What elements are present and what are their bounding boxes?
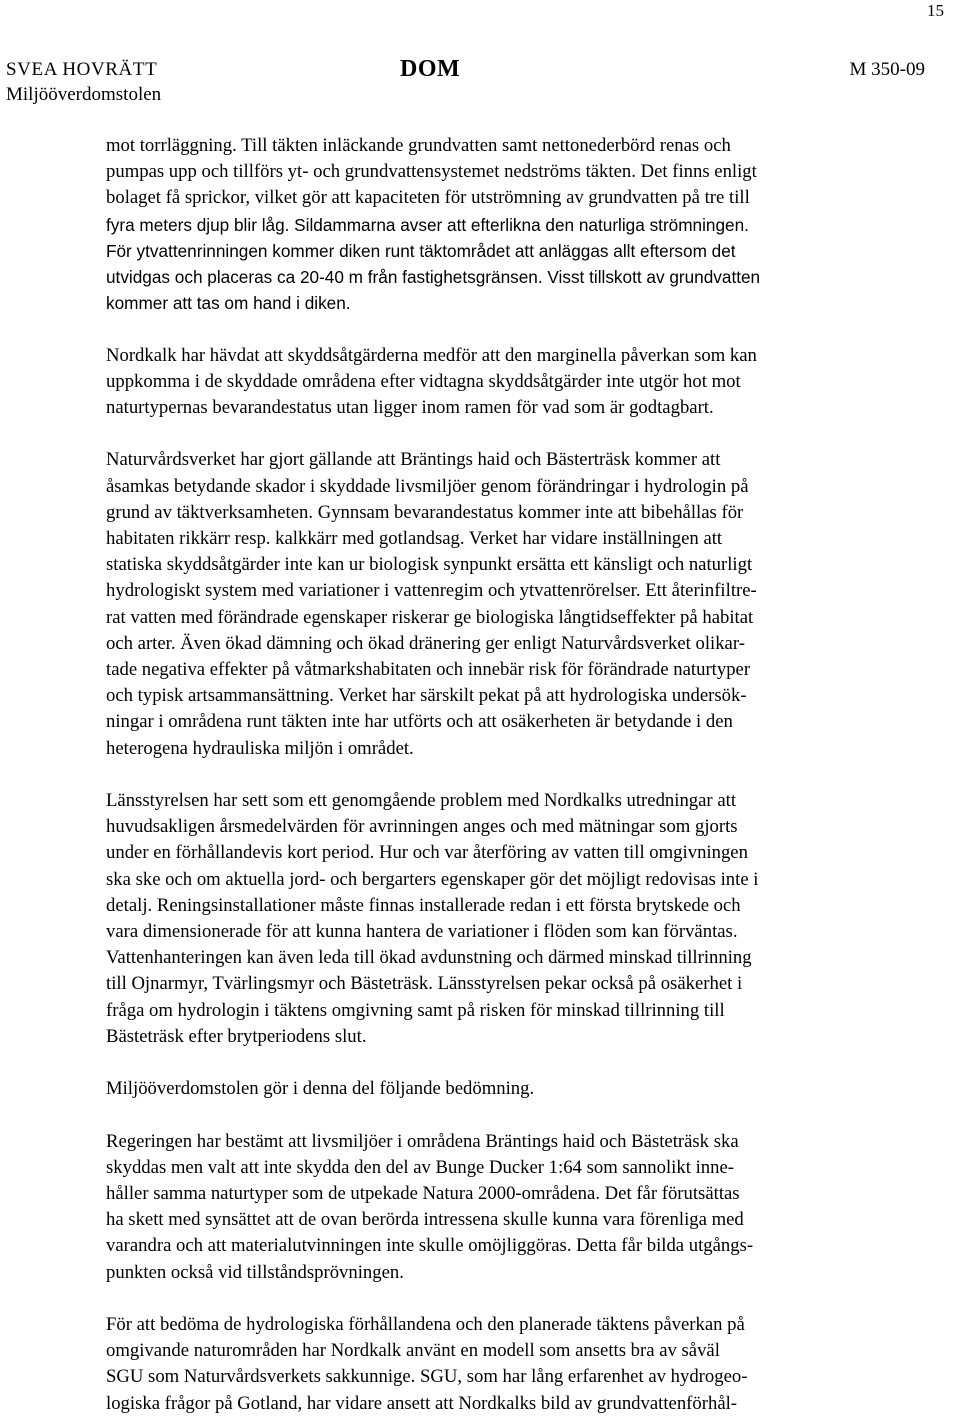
text-line: Nordkalk har hävdat att skyddsåtgärderna medför att den marginella påverkan som kan: [106, 344, 757, 366]
paragraph: [106, 447, 757, 761]
text-line: skyddas men valt att inte skydda den del av Bunge Ducker 1:64 som sannolikt inne-: [106, 1156, 734, 1178]
text-line: Länsstyrelsen har sett som ett genomgående problem med Nordkalks utredningar att: [106, 790, 737, 811]
text-line: och typisk artsammansättning. Verket har särskilt pekat på att hydrologiska undersök-: [106, 685, 747, 707]
text-line: Naturvårdsverket har gjort gällande att Bräntings haid och Bästerträsk kommer att: [106, 449, 721, 471]
case-number: M 350-09: [849, 59, 925, 80]
text-line: håller samma naturtyper som de utpekade Natura 2000-områdena. Det får förutsättas: [106, 1183, 740, 1204]
page-number: 15: [927, 1, 944, 20]
text-line: vara dimensionerade för att kunna hantera de variationer i flöden som kan förväntas.: [106, 921, 738, 943]
text-line: ha skett med synsättet att de ovan berörda intressena skulle kunna vara förenliga med: [106, 1209, 744, 1231]
paragraph: [106, 1129, 753, 1286]
paragraph: [106, 788, 758, 1050]
text-line: varandra och att materialutvinningen inte skulle omöjliggöras. Detta får bilda utgångs-: [106, 1235, 754, 1257]
text-line: mot torrläggning. Till täkten inläckande grundvatten samt nettonederbörd renas och: [106, 135, 731, 156]
text-line: under en förhållandevis kort period. Hur och var återföring av vatten till omgivningen: [106, 842, 748, 864]
text-line: statiska skyddsåtgärder inte kan ur biologisk synpunkt ersätta ett känsligt och naturligt: [106, 554, 753, 576]
text-line: Vattenhanteringen kan även leda till ökad avdunstning och därmed minskad tillrinning: [106, 947, 752, 969]
text-line: Miljööverdomstolen gör i denna del följande bedömning.: [106, 1078, 535, 1100]
court-department: Miljööverdomstolen: [6, 84, 162, 105]
document-type: DOM: [400, 56, 461, 82]
header-left: [6, 57, 161, 107]
text-line: rat vatten med förändrade egenskaper riskerar ge biologiska långtidseffekter på habitat: [106, 606, 754, 628]
paragraph: [106, 1076, 534, 1102]
text-line: Bästeträsk efter brytperiodens slut.: [106, 1025, 367, 1047]
paragraph: [106, 133, 760, 316]
text-line: naturtypernas bevarandestatus utan ligger inom ramen för vad som är godtagbart.: [106, 397, 714, 418]
text-line: ningar i områdena runt täkten inte har utförts och att osäkerheten är betydande i den: [106, 711, 733, 733]
text-line: SGU som Naturvårdsverkets sakkunnige. SGU, som har lång erfarenhet av hydrogeo-: [106, 1366, 748, 1388]
text-line: detalj. Reningsinstallationer måste finnas installerade redan i ett första brytskede och: [106, 894, 741, 916]
text-line: ska ske och om aktuella jord- och bergarters egenskaper gör det möjligt redovisas inte i: [106, 868, 759, 890]
text-line: Regeringen har bestämt att livsmiljöer i områdena Bräntings haid och Bästeträsk ska: [106, 1130, 739, 1152]
text-line: fråga om hydrologin i täktens omgivning samt på risken för minskad tillrinning till: [106, 999, 725, 1021]
text-line: För ytvattenrinningen kommer diken runt täktområdet att anläggas allt eftersom det: [106, 240, 736, 261]
text-line: pumpas upp och tillförs yt- och grundvattensystemet nedströms täkten. Det finns enligt: [106, 161, 757, 183]
text-line: åsamkas betydande skador i skyddade livsmiljöer genom förändringar i hydrologin på: [106, 475, 749, 497]
text-line: habitaten rikkärr resp. kalkkärr med gotlandsag. Verket har vidare inställningen att: [106, 528, 723, 549]
text-line: till Ojnarmyr, Tvärlingsmyr och Bästeträsk. Länsstyrelsen pekar också på osäkerhet i: [106, 973, 743, 995]
text-line: och arter. Även ökad dämning och ökad dränering ger enligt Naturvårdsverket olikar-: [106, 632, 745, 654]
text-line: uppkomma i de skyddade områdena efter vidtagna skyddsåtgärder inte utgör hot mot: [106, 370, 741, 392]
text-line: hydrologiskt system med variationer i vattenregim och ytvattenrörelser. Ett återinfiltre-: [106, 580, 757, 602]
text-line: fyra meters djup blir låg. Sildammarna avser att efterlikna den naturliga strömningen.: [106, 214, 749, 235]
paragraph: [106, 1312, 747, 1417]
text-line: kommer att tas om hand i diken.: [106, 293, 351, 314]
text-line: bolaget få sprickor, vilket gör att kapaciteten för utströmning av grundvatten på tre till: [106, 187, 750, 209]
text-line: utvidgas och placeras ca 20-40 m från fastighetsgränsen. Visst tillskott av grundvatten: [106, 267, 761, 288]
text-line: För att bedöma de hydrologiska förhållandena och den planerade täktens påverkan på: [106, 1314, 745, 1335]
text-line: omgivande naturområden har Nordkalk använt en modell som ansetts bra av såväl: [106, 1340, 720, 1362]
text-line: heterogena hydrauliska miljön i området.: [106, 737, 414, 759]
text-line: logiska frågor på Gotland, har vidare ansett att Nordkalks bild av grundvattenförhål-: [106, 1392, 738, 1414]
text-line: punkten också vid tillståndsprövningen.: [106, 1261, 404, 1283]
text-line: grund av täktverksamheten. Gynnsam bevarandestatus kommer inte att bibehållas för: [106, 501, 744, 523]
text-line: tade negativa effekter på våtmarkshabitaten och innebär risk för förändrade naturtyper: [106, 659, 751, 681]
text-line: huvudsakligen årsmedelvärden för avrinningen anges och med mätningar som gjorts: [106, 816, 738, 838]
paragraph: [106, 343, 757, 422]
court-name: SVEA HOVRÄTT: [6, 59, 158, 80]
